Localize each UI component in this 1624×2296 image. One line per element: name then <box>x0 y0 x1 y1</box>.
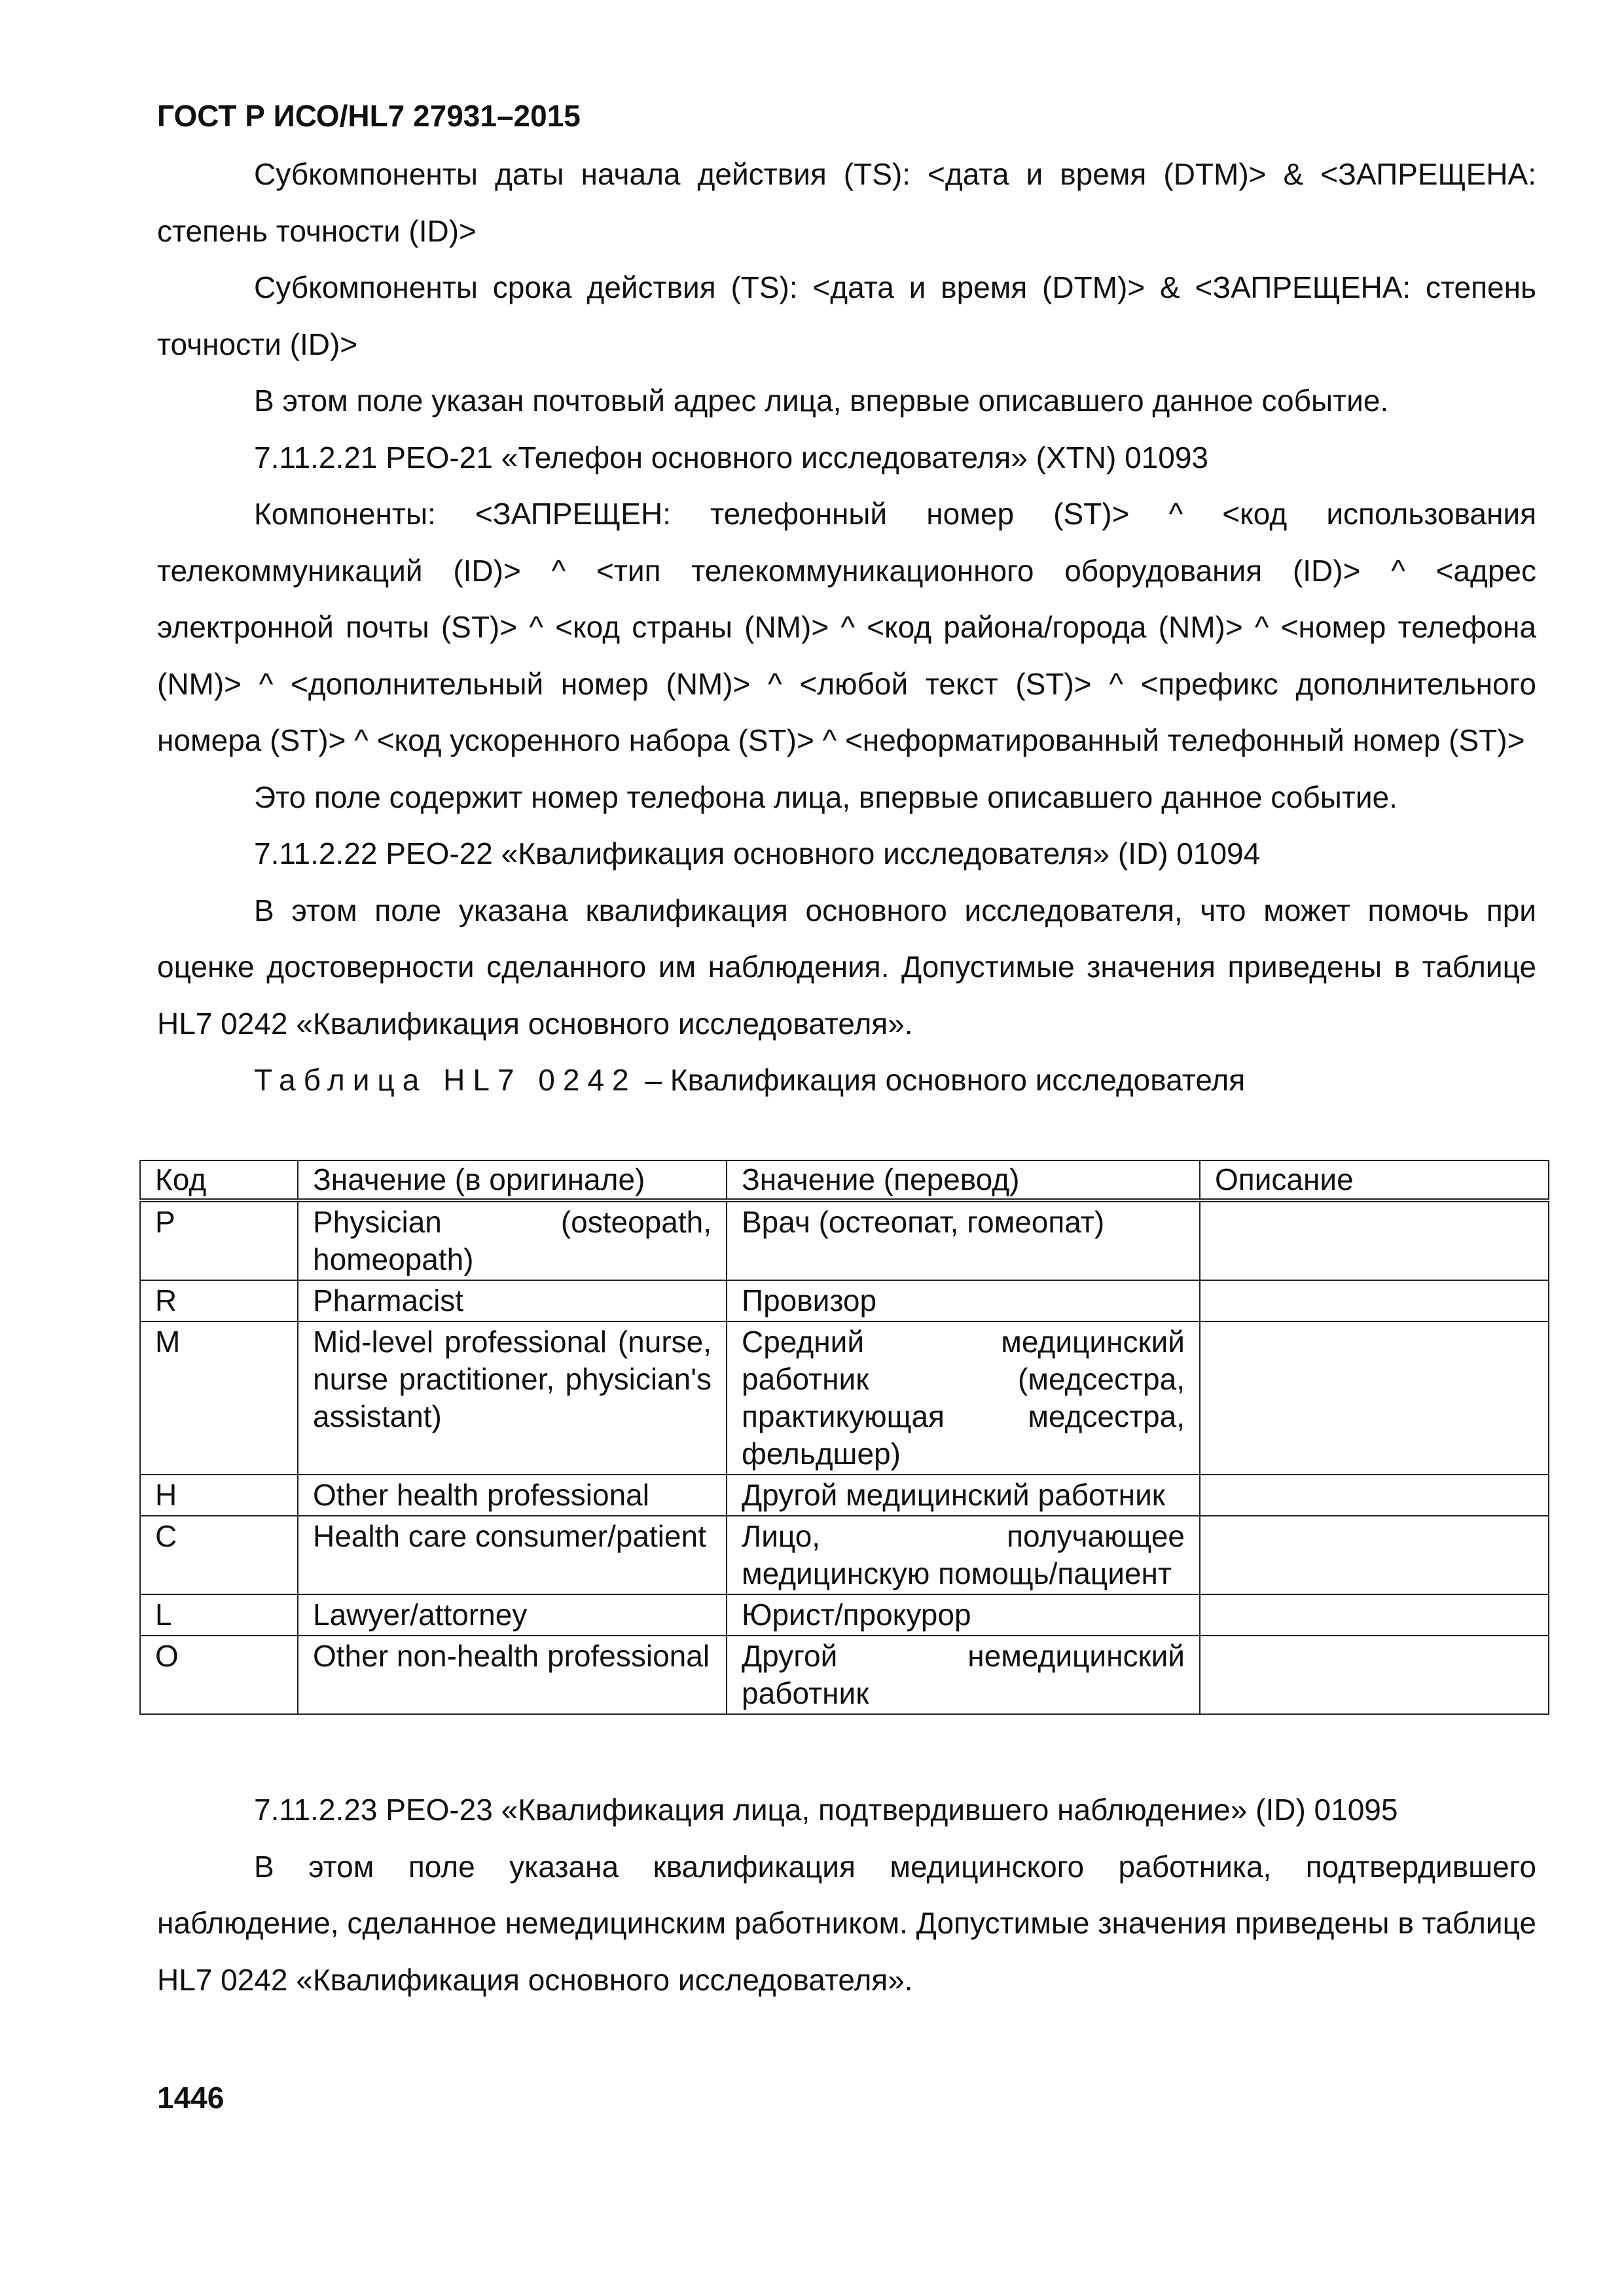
section-heading: 7.11.2.23 PEO-23 «Квалификация лица, подтвердившего наблюдение» (ID) 01095 <box>254 1793 1398 1827</box>
after-table-text <box>157 1782 1536 2008</box>
section-heading: 7.11.2.21 PEO-21 «Телефон основного исследователя» (XTN) 01093 <box>254 440 1209 475</box>
cell-translation: Провизор <box>727 1280 1200 1321</box>
cell-description <box>1200 1321 1549 1475</box>
paragraph: Компоненты: <ЗАПРЕЩЕН: телефонный номер (ST)> ^ <код использования телекоммуникаций (ID)> ^ <тип телекоммуникационного оборудования (ID)> ^ <адрес электронной почты (ST)> ^ <код страны (NM)> ^ <код района/города (NM)> ^ <номер телефона (NM)> ^ <дополнительный номер (NM)> ^ <любой текст (ST)> ^ <префикс дополнительного номера (ST)> ^ <код ускоренного набора (ST)> ^ <неформатированный телефонный номер (ST)> <box>157 497 1536 757</box>
cell-code: H <box>140 1475 298 1516</box>
cell-original: Mid-level professional (nurse, nurse practitioner, physician's assistant) <box>298 1321 727 1475</box>
table-caption-prefix: Таблица HL7 0242 <box>254 1063 637 1097</box>
table-row <box>140 1594 1549 1636</box>
cell-code: R <box>140 1280 298 1321</box>
paragraph: Субкомпоненты даты начала действия (TS): <дата и время (DTM)> & <ЗАПРЕЩЕНА: степень точности (ID)> <box>157 157 1536 248</box>
table-caption-title: – Квалификация основного исследователя <box>645 1063 1246 1097</box>
cell-code: O <box>140 1636 298 1714</box>
cell-translation: Средний медицинский работник (медсестра, практикующая медсестра, фельдшер) <box>727 1321 1200 1475</box>
cell-translation: Лицо, получающее медицинскую помощь/пациент <box>727 1516 1200 1594</box>
cell-original: Other non-health professional <box>298 1636 727 1714</box>
page-number: 1446 <box>157 2081 225 2115</box>
column-header-original: Значение (в оригинале) <box>298 1160 727 1200</box>
cell-original: Pharmacist <box>298 1280 727 1321</box>
cell-description <box>1200 1636 1549 1714</box>
qualification-table <box>139 1160 1549 1715</box>
table-header-row <box>140 1160 1549 1200</box>
cell-translation: Другой немедицинский работник <box>727 1636 1200 1714</box>
body-text <box>157 146 1536 1109</box>
table-row <box>140 1321 1549 1475</box>
cell-code: L <box>140 1594 298 1636</box>
cell-translation: Другой медицинский работник <box>727 1475 1200 1516</box>
column-header-translation: Значение (перевод) <box>727 1160 1200 1200</box>
paragraph: Субкомпоненты срока действия (TS): <дата и время (DTM)> & <ЗАПРЕЩЕНА: степень точности (ID)> <box>157 270 1536 361</box>
cell-original: Health care consumer/patient <box>298 1516 727 1594</box>
cell-description <box>1200 1280 1549 1321</box>
document-header: ГОСТ Р ИСО/HL7 27931–2015 <box>157 99 581 133</box>
table-row <box>140 1475 1549 1516</box>
table-row <box>140 1200 1549 1280</box>
cell-original: Lawyer/attorney <box>298 1594 727 1636</box>
cell-original: Other health professional <box>298 1475 727 1516</box>
cell-description <box>1200 1516 1549 1594</box>
paragraph: В этом поле указана квалификация основного исследователя, что может помочь при оценке достоверности сделанного им наблюдения. Допустимые значения приведены в таблице HL7 0242 «Квалификация основного исследователя». <box>157 893 1536 1041</box>
cell-code: C <box>140 1516 298 1594</box>
table-row <box>140 1516 1549 1594</box>
table-row <box>140 1280 1549 1321</box>
cell-translation: Юрист/прокурор <box>727 1594 1200 1636</box>
column-header-code: Код <box>140 1160 298 1200</box>
cell-description <box>1200 1594 1549 1636</box>
cell-translation: Врач (остеопат, гомеопат) <box>727 1200 1200 1280</box>
cell-original: Physician (osteopath, homeopath) <box>298 1200 727 1280</box>
table-row <box>140 1636 1549 1714</box>
section-heading: 7.11.2.22 PEO-22 «Квалификация основного исследователя» (ID) 01094 <box>254 836 1261 870</box>
cell-description <box>1200 1475 1549 1516</box>
paragraph: В этом поле указана квалификация медицинского работника, подтвердившего наблюдение, сделанное немедицинским работником. Допустимые значения приведены в таблице HL7 0242 «Квалификация основного исследователя». <box>157 1849 1536 1997</box>
cell-code: M <box>140 1321 298 1475</box>
paragraph: В этом поле указан почтовый адрес лица, впервые описавшего данное событие. <box>254 384 1389 418</box>
column-header-description: Описание <box>1200 1160 1549 1200</box>
paragraph: Это поле содержит номер телефона лица, впервые описавшего данное событие. <box>254 780 1398 814</box>
table-caption <box>157 1052 1536 1109</box>
cell-description <box>1200 1200 1549 1280</box>
cell-code: P <box>140 1200 298 1280</box>
